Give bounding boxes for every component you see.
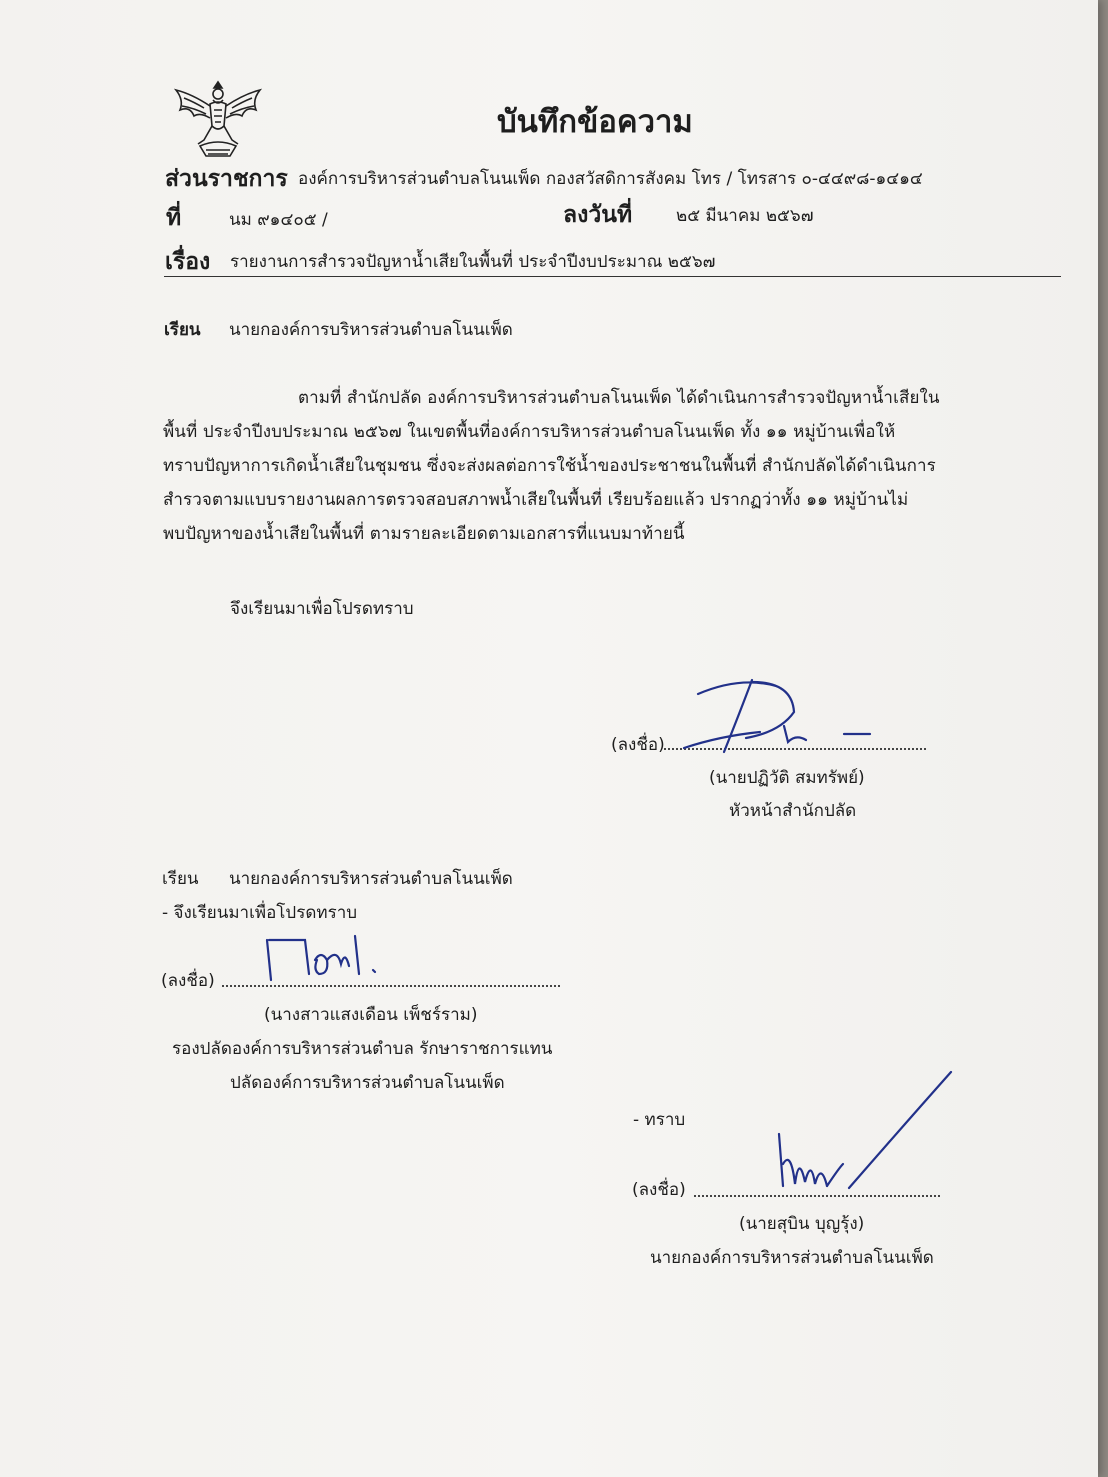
signer1-sign-label: (ลงชื่อ) [611,735,665,755]
endorse1-sign-label: (ลงชื่อ) [161,971,215,991]
endorse1-name: (นางสาวแสงเดือน เพ็ชร์ราม) [264,1005,478,1025]
body-line-1: ตามที่ สำนักปลัด องค์การบริหารส่วนตำบลโนนเพ็ด ได้ดำเนินการสำรวจปัญหาน้ำเสียใน [298,388,940,408]
endorse1-position-1: รองปลัดองค์การบริหารส่วนตำบล รักษาราชการแทน [172,1039,553,1059]
memo-title: บันทึกข้อความ [497,104,693,140]
endorse1-to-label: เรียน [162,869,199,889]
body-line-2: พื้นที่ ประจำปีงบประมาณ ๒๕๖๗ ในเขตพื้นที่องค์การบริหารส่วนตำบลโนนเพ็ด ทั้ง ๑๑ หมู่บ้านเพื่อให้ [163,422,896,442]
body-line-3: ทราบปัญหาการเกิดน้ำเสียในชุมชน ซึ่งจะส่งผลต่อการใช้น้ำของประชาชนในพื้นที่ สำนักปลัดได้ดำเนินการ [163,456,936,476]
document-number-value: นม ๙๑๔๐๕ / [229,210,328,230]
endorse1-signature [255,930,395,990]
endorse2-sign-label: (ลงชื่อ) [632,1180,686,1200]
body-line-4: สำรวจตามแบบรายงานผลการตรวจสอบสภาพน้ำเสียในพื้นที่ เรียบร้อยแล้ว ปรากฏว่าทั้ง ๑๑ หมู่บ้านไม่ [163,490,909,510]
body-line-5: พบปัญหาของน้ำเสียในพื้นที่ ตามรายละเอียดตามเอกสารที่แนบมาท้ายนี้ [163,524,685,544]
endorse2-position: นายกองค์การบริหารส่วนตำบลโนนเพ็ด [650,1248,934,1268]
endorse1-note: - จึงเรียนมาเพื่อโปรดทราบ [162,903,358,923]
subject-value: รายงานการสำรวจปัญหาน้ำเสียในพื้นที่ ประจำปีงบประมาณ ๒๕๖๗ [230,252,716,272]
endorse1-position-2: ปลัดองค์การบริหารส่วนตำบลโนนเพ็ด [230,1073,505,1093]
signer1-signature [680,672,880,762]
subject-label: เรื่อง [165,249,211,275]
salutation-label: เรียน [164,320,201,340]
salutation-value: นายกองค์การบริหารส่วนตำบลโนนเพ็ด [229,320,513,340]
endorse2-signature [765,1064,965,1200]
date-value: ๒๕ มีนาคม ๒๕๖๗ [676,206,814,226]
header-divider [164,276,1061,277]
endorse1-to-value: นายกองค์การบริหารส่วนตำบลโนนเพ็ด [229,869,513,889]
endorse2-name: (นายสุบิน บุญรุ้ง) [739,1214,865,1234]
agency-value: องค์การบริหารส่วนตำบลโนนเพ็ด กองสวัสดิการสังคม โทร / โทรสาร ๐-๔๔๙๘-๑๔๑๔ [298,169,923,189]
garuda-emblem-icon [170,76,266,160]
closing-line: จึงเรียนมาเพื่อโปรดทราบ [230,599,414,619]
date-label: ลงวันที่ [563,202,633,228]
document-number-label: ที่ [166,205,182,231]
signer1-name: (นายปฏิวัติ สมทรัพย์) [709,768,865,788]
endorse2-note: - ทราบ [633,1110,686,1130]
signer1-position: หัวหน้าสำนักปลัด [729,801,857,821]
agency-label: ส่วนราชการ [165,166,288,192]
